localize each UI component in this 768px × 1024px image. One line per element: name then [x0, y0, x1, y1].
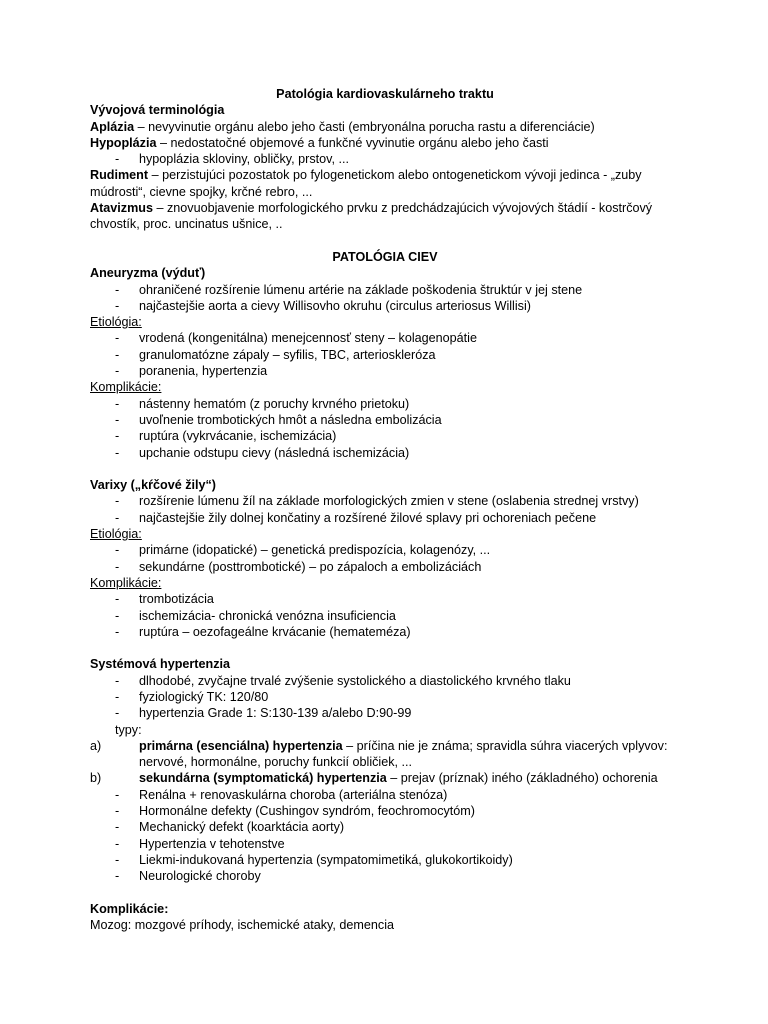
list-item-text: uvoľnenie trombotických hmôt a následna embolizácia — [139, 412, 442, 427]
type-a-item — [90, 738, 680, 771]
list-item — [90, 363, 680, 379]
list-item — [90, 559, 680, 575]
dash-marker: - — [115, 331, 120, 346]
list-item — [90, 868, 680, 884]
list-item-text: ruptúra (vykrvácanie, ischemizácia) — [139, 429, 337, 444]
dash-marker: - — [115, 592, 120, 607]
aneuryzma-complications-label — [90, 379, 680, 395]
rudiment-text: – perzistujúci pozostatok po fylogenetickom alebo ontogenetickom vývoji jedinca - „zuby múdrosti“, cievne spojky, krčné rebro, ... — [90, 168, 642, 199]
list-item-text: ruptúra – oezofageálne krvácanie (hemateméza) — [139, 624, 411, 639]
hypoplazia-text: – nedostatočné objemové a funkčné vyvinutie orgánu alebo jeho časti — [156, 135, 549, 150]
list-item — [90, 836, 680, 852]
hypertenzia-heading: Systémová hypertenzia — [90, 657, 230, 672]
dash-marker: - — [115, 347, 120, 362]
atavizmus-definition — [90, 200, 680, 233]
varixy-etiology-label — [90, 526, 680, 542]
atavizmus-text: – znovuobjavenie morfologického prvku z predchádzajúcich vývojových štádií - kostrčový chvostík, proc. uncinatus ušnice, .. — [90, 201, 653, 232]
type-a-marker: a) — [90, 738, 102, 753]
list-item-text: Hypertenzia v tehotenstve — [139, 836, 285, 851]
hypoplazia-term: Hypoplázia — [90, 135, 157, 150]
list-item — [90, 330, 680, 346]
aplazia-term: Aplázia — [90, 119, 135, 134]
type-b-item — [90, 770, 680, 786]
hypoplazia-definition — [90, 135, 680, 151]
list-item-text: ischemizácia- chronická venózna insuficiencia — [139, 608, 396, 623]
document-content — [90, 86, 680, 933]
dash-marker: - — [115, 787, 120, 802]
list-item-text: vrodená (kongenitálna) menejcennosť steny – kolagenopátie — [139, 331, 477, 346]
list-item-text: fyziologický TK: 120/80 — [139, 689, 269, 704]
type-a-text: – príčina nie je známa; spravidla súhra viacerých vplyvov: nervové, hormonálne, poruchy funkcií obličiek, ... — [139, 738, 668, 770]
dash-marker: - — [115, 152, 120, 167]
dash-marker: - — [115, 445, 120, 460]
list-item-text: granulomatózne zápaly – syfilis, TBC, arterioskleróza — [139, 347, 436, 362]
list-item-text: poranenia, hypertenzia — [139, 364, 268, 379]
dash-marker: - — [115, 820, 120, 835]
list-item — [90, 412, 680, 428]
list-item-text: dlhodobé, zvyčajne trvalé zvýšenie systolického a diastolického krvného tlaku — [139, 673, 571, 688]
list-item — [90, 852, 680, 868]
terminology-heading: Vývojová terminológia — [90, 103, 225, 118]
list-item — [90, 510, 680, 526]
dash-marker: - — [115, 412, 120, 427]
list-item-text: trombotizácia — [139, 592, 214, 607]
spacer — [90, 233, 680, 249]
list-item-text: Hormonálne defekty (Cushingov syndróm, feochromocytóm) — [139, 804, 475, 819]
dash-marker: - — [115, 624, 120, 639]
dash-marker: - — [115, 559, 120, 574]
list-item — [90, 689, 680, 705]
list-item — [90, 819, 680, 835]
list-item-text: sekundárne (posttrombotické) – po zápaloch a embolizáciách — [139, 559, 482, 574]
list-item — [90, 608, 680, 624]
document-title: Patológia kardiovaskulárneho traktu — [276, 87, 494, 101]
list-item-text: primárne (idopatické) – genetická predispozícia, kolagenózy, ... — [139, 543, 491, 558]
dash-marker: - — [115, 298, 120, 313]
type-a-term: primárna (esenciálna) hypertenzia — [139, 738, 343, 753]
list-item — [90, 705, 680, 721]
list-item — [90, 673, 680, 689]
list-item-text: Mechanický defekt (koarktácia aorty) — [139, 820, 345, 835]
type-b-term: sekundárna (symptomatická) hypertenzia — [139, 771, 387, 786]
list-item-text: nástenny hematóm (z poruchy krvného prietoku) — [139, 396, 410, 411]
hypertenzia-complications-heading: Komplikácie: — [90, 901, 169, 916]
list-item-text: Liekmi-indukovaná hypertenzia (sympatomimetiká, glukokortikoidy) — [139, 852, 513, 867]
varixy-complications-label — [90, 575, 680, 591]
rudiment-definition — [90, 167, 680, 200]
spacer — [90, 640, 680, 656]
list-item-text: hypertenzia Grade 1: S:130-139 a/alebo D:90-99 — [139, 706, 412, 721]
aplazia-text: – nevyvinutie orgánu alebo jeho časti (embryonálna porucha rastu a diferenciácie) — [134, 119, 595, 134]
list-item-text: upchanie odstupu cievy (následná ischemizácia) — [139, 445, 410, 460]
list-item-text: rozšírenie lúmenu žíl na základe morfologických zmien v stene (oslabenia strednej vrstvy) — [139, 494, 639, 509]
dash-marker: - — [115, 689, 120, 704]
hypoplazia-bullet: hypoplázia skloviny, obličky, prstov, ... — [139, 152, 349, 167]
list-item — [90, 445, 680, 461]
list-item — [90, 282, 680, 298]
section-title: PATOLÓGIA CIEV — [332, 249, 438, 264]
dash-marker: - — [115, 282, 120, 297]
aneuryzma-heading: Aneuryzma (výduť) — [90, 266, 206, 281]
list-item — [90, 298, 680, 314]
list-item — [90, 151, 680, 167]
etiology-label: Etiológia: — [90, 315, 142, 330]
list-item-text: ohraničené rozšírenie lúmenu artérie na základe poškodenia štruktúr v jej stene — [139, 282, 583, 297]
list-item — [90, 428, 680, 444]
spacer — [90, 461, 680, 477]
dash-marker: - — [115, 494, 120, 509]
list-item — [90, 493, 680, 509]
aneuryzma-etiology-label — [90, 314, 680, 330]
list-item — [90, 396, 680, 412]
list-item-text: Renálna + renovaskulárna choroba (arteriálna stenóza) — [139, 787, 448, 802]
list-item — [90, 787, 680, 803]
type-b-text: – prejav (príznak) iného (základného) ochorenia — [386, 771, 658, 786]
dash-marker: - — [115, 543, 120, 558]
list-item — [90, 347, 680, 363]
types-label: typy: — [115, 722, 142, 737]
dash-marker: - — [115, 869, 120, 884]
list-item-text: Neurologické choroby — [139, 869, 261, 884]
list-item — [90, 803, 680, 819]
aplazia-definition — [90, 119, 680, 135]
type-b-marker: b) — [90, 771, 102, 786]
dash-marker: - — [115, 706, 120, 721]
spacer — [90, 885, 680, 901]
list-item — [90, 542, 680, 558]
dash-marker: - — [115, 364, 120, 379]
dash-marker: - — [115, 429, 120, 444]
complications-label: Komplikácie: — [90, 575, 162, 590]
dash-marker: - — [115, 673, 120, 688]
dash-marker: - — [115, 836, 120, 851]
complications-label: Komplikácie: — [90, 380, 162, 395]
dash-marker: - — [115, 396, 120, 411]
list-item — [90, 591, 680, 607]
list-item-text: najčastejšie aorta a cievy Willisovho okruhu (circulus arteriosus Willisi) — [139, 298, 531, 313]
varixy-heading: Varixy („kŕčové žily“) — [90, 478, 217, 493]
list-item — [90, 624, 680, 640]
list-item-text: najčastejšie žily dolnej končatiny a rozšírené žilové splavy pri ochoreniach pečene — [139, 510, 597, 525]
atavizmus-term: Atavizmus — [90, 201, 153, 216]
dash-marker: - — [115, 852, 120, 867]
rudiment-term: Rudiment — [90, 168, 149, 183]
etiology-label: Etiológia: — [90, 527, 142, 542]
dash-marker: - — [115, 510, 120, 525]
complication-line: Mozog: mozgové príhody, ischemické ataky, demencia — [90, 918, 395, 933]
dash-marker: - — [115, 608, 120, 623]
dash-marker: - — [115, 804, 120, 819]
